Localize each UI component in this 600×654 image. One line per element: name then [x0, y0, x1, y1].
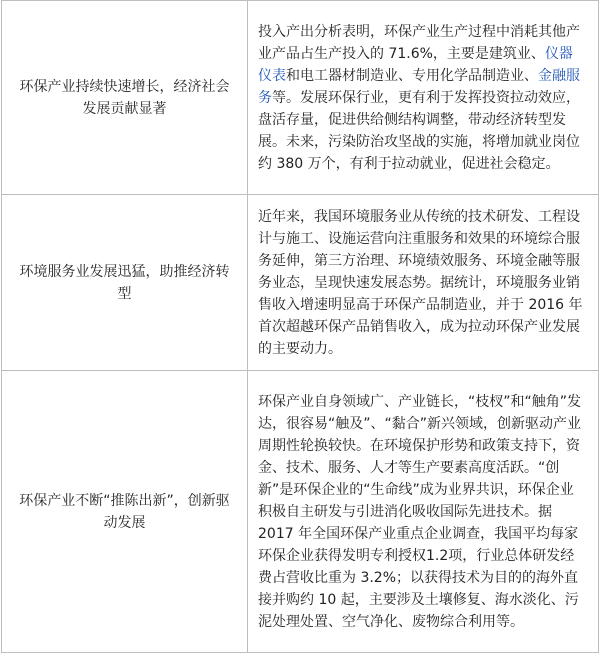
instrument-link[interactable]: 仪器仪表: [258, 45, 573, 84]
table-row: [2, 1, 599, 195]
content-text: 和电工器材制造业、专用化学品制造业、: [286, 67, 538, 84]
row-content: [258, 24, 580, 172]
finance-service-link[interactable]: 金融服务: [258, 67, 580, 106]
row-content-cell: [248, 195, 599, 371]
row-content-cell: [248, 371, 599, 653]
row-title: 环保产业持续快速增长，经济社会发展贡献显著: [19, 78, 230, 117]
table-row: [2, 195, 599, 371]
info-table: [1, 0, 599, 653]
content-text: 投入产出分析表明，环保产业生产过程中消耗其他产业产品占生产投入的 71.6%，主要是建筑业、: [258, 23, 580, 62]
row-content: 环保产业自身领域广、产业链长，“枝杈”和“触角”发达，很容易“触及”、“黏合”新兴领域，创新驱动产业周期性轮换较快。在环境保护形势和政策支持下，资金、技术、服务、人才等生产要素高度活跃。“创新”是环保企业的“生命线”成为业界共识，环保企业积极自主研发与引进消化吸收国际先进技术。据2017 年全国环保产业重点企业调查，我国平均每家环保企业获得发明专利授权1.2项，行业总体研发经费占营收比重为 3.2%；以获得技术为目的的海外直接并购约 10 起，主要涉及土壤修复、海水淡化、污泥处理处置、空气净化、废物综合利用等。: [258, 393, 582, 630]
row-title-cell: [2, 371, 248, 653]
table-row: [2, 371, 599, 653]
row-title-cell: [2, 1, 248, 195]
content-text: 等。发展环保行业，更有利于发挥投资拉动效应，盘活存量，促进供给侧结构调整，带动经济转型发展。未来，污染防治攻坚战的实施，将增加就业岗位约 380 万个，有利于拉动就业，促进社会稳定。: [258, 89, 580, 172]
row-title-cell: [2, 195, 248, 371]
row-title: 环境服务业发展迅猛，助推经济转型: [19, 263, 230, 302]
row-content: 近年来，我国环境服务业从传统的技术研发、工程设计与施工、设施运营向注重服务和效果的环境综合服务延伸，第三方治理、环境绩效服务、环境金融等服务业态，呈现快速发展态势。据统计，环境服务业销售收入增速明显高于环保产品制造业，并于 2016 年首次超越环保产品销售收入，成为拉动环保产业发展的主要动力。: [258, 208, 583, 357]
row-content-cell: [248, 1, 599, 195]
row-title: 环保产业不断“推陈出新”，创新驱动发展: [19, 492, 230, 531]
